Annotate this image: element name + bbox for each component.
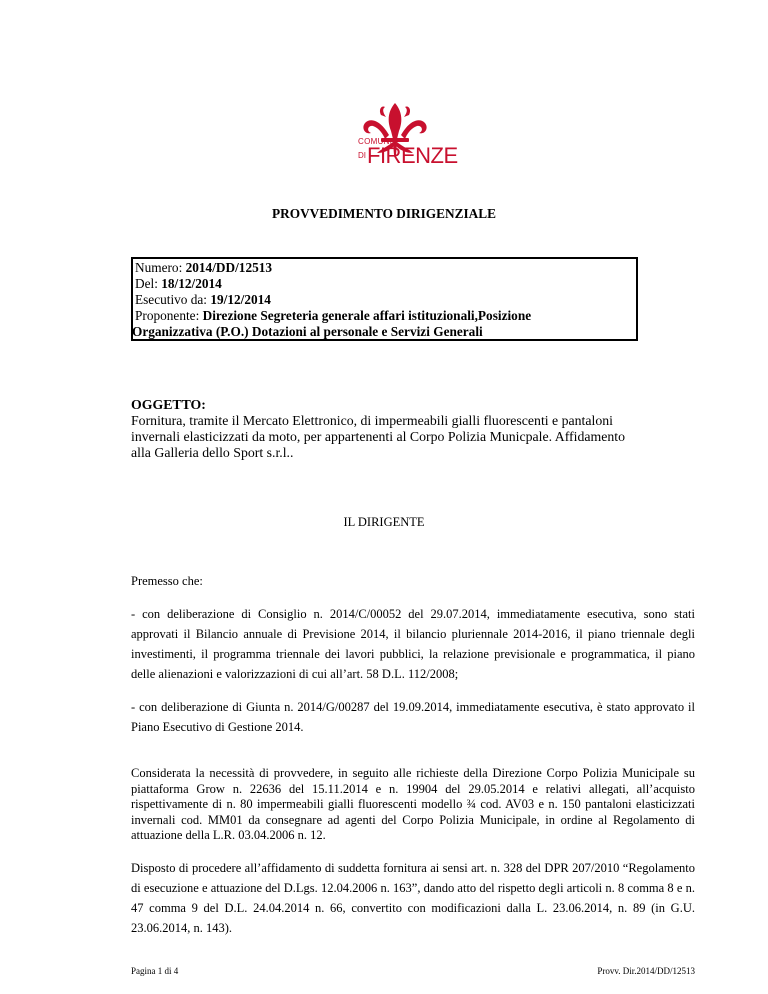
paragraph-2: - con deliberazione di Giunta n. 2014/G/00287 del 19.09.2014, immediatamente esecutiva, è stato approvato il Piano Esecutivo di Gestione 2014. bbox=[131, 700, 695, 734]
proponente-value-line1: Direzione Segreteria generale affari istituzionali,Posizione bbox=[202, 308, 532, 323]
document-info-box bbox=[131, 257, 638, 341]
esecutivo-row: Esecutivo da: 19/12/2014 bbox=[135, 292, 271, 307]
paragraph-4: Disposto di procedere all’affidamento di suddetta fornitura ai sensi art. n. 328 del DPR 207/2010 “Regolamento di esecuzione e attuazione del D.Lgs. 12.04.2006 n. 163”, dando atto del rispetto degli articoli n. 8 comma 8 e n. 47 comma 9 del D.L. 24.04.2014 n. 66, convertito con modificazioni dalla L. 23.06.2014, n. 89 (in G.U. 23.06.2014, n. 143). bbox=[131, 861, 695, 935]
del-value: 18/12/2014 bbox=[161, 276, 222, 291]
section-heading-dirigente: IL DIRIGENTE bbox=[343, 515, 425, 529]
del-row: Del: 18/12/2014 bbox=[135, 276, 222, 291]
numero-row: Numero: 2014/DD/12513 bbox=[135, 260, 273, 275]
proponente-value-line2: Organizzativa (P.O.) Dotazioni al personale e Servizi Generali bbox=[132, 324, 483, 339]
proponente-row: Proponente: Direzione Segreteria generale affari istituzionali,Posizione bbox=[135, 308, 532, 323]
paragraph-3: Considerata la necessità di provvedere, in seguito alle richieste della Direzione Corpo Polizia Municipale su piattaforma Grow n. 22636 del 15.11.2014 e n. 19904 del 29.05.2014 e relativi allegati, all’acquisto rispettivamente di n. 80 impermeabili gialli fluorescenti modello ¾ cod. AV03 e n. 150 pantaloni elasticizzati invernali cod. MM01 da consegnare ad agenti del Corpo Polizia Municipale, in ordine al Regolamento di attuazione della L.R. 03.04.2006 n. 12. bbox=[131, 766, 695, 842]
esecutivo-value: 19/12/2014 bbox=[210, 292, 271, 307]
oggetto-label: OGGETTO: bbox=[131, 397, 206, 412]
document-title: PROVVEDIMENTO DIRIGENZIALE bbox=[272, 206, 496, 221]
logo-text-firenze: $^{DI}$FIRENZE bbox=[358, 143, 458, 168]
paragraph-1: - con deliberazione di Consiglio n. 2014/C/00052 del 29.07.2014, immediatamente esecutiva, sono stati approvati il Bilancio annuale di Previsione 2014, il bilancio pluriennale 2014-2016, il piano triennale degli investimenti, il programma triennale dei lavori pubblici, la relazione previsionale e programmatica, il piano delle alienazioni e valorizzazioni di cui all’art. 58 D.L. 112/2008; bbox=[131, 607, 695, 681]
proponente-row-2 bbox=[132, 324, 636, 340]
document-reference: Provv. Dir.2014/DD/12513 bbox=[597, 966, 695, 976]
logo-text-comune: COMUNE bbox=[358, 137, 396, 146]
comune-firenze-logo bbox=[351, 84, 458, 174]
page-number: Pagina 1 di 4 bbox=[131, 966, 179, 976]
oggetto-body: Fornitura, tramite il Mercato Elettronico, di impermeabili gialli fluorescenti e pantaloni invernali elasticizzati da moto, per appartenenti al Corpo Polizia Municpale. Affidamento alla Galleria dello Sport s.r.l.. bbox=[131, 413, 625, 460]
numero-value: 2014/DD/12513 bbox=[185, 260, 273, 275]
premesso-label: Premesso che: bbox=[131, 574, 203, 588]
